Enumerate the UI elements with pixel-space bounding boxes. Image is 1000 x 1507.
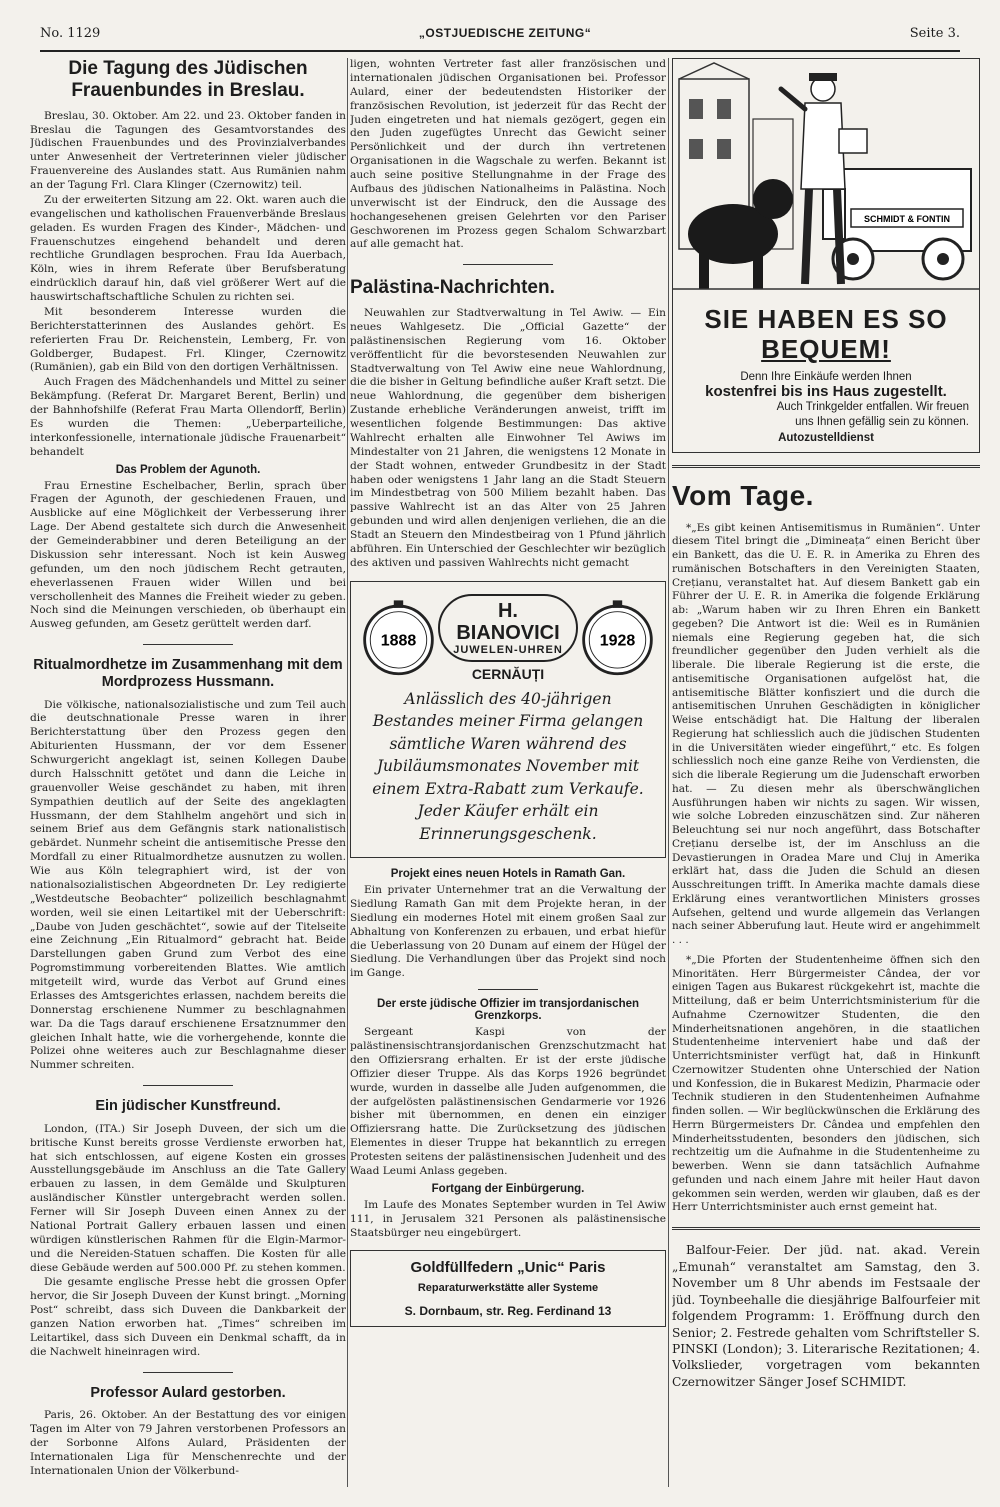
paragraph: *„Die Pforten der Studentenheime öffnen sich den Minoritäten. Herr Bürgermeister Cândea, der vor einigen Tagen aus Bukarest rückgekehrt ist, machte die Mitteilung, daß er beim Unterrichtsministerium für die Aufnahme Czernowitzer Studenten, die den Minderheitsnationen angehören, in die staatlichen Studentenheime interveniert habe und daß der Unterrichtsminister verfügt hat, daß in Hinkunft Czernowitzer Studenten ohne Unterschied der Nation und Konfession, die in Bukarest Medizin, Pharmacie oder Technik studieren in den Studentenheimen Aufnahme finden sollen. — Wir beglückwünschen die Erklärung des Herrn Bürgermeisters Dr. Cândea und empfehlen den Minderheitsstudenten, besonders den jüdischen, sich rechtzeitig um die Aufnahme in die Studentenheime zu bewerben. Wenn sie dann tatsächlich Aufnahme gefunden und nach einem Jahre mit heiler Haut davon gekommen sein werden, werden wir glauben, daß es der Herr Unterrichtsminister auch ernst gemeint hat.: [672, 953, 980, 1214]
ad-header: [359, 594, 657, 682]
paragraph: Frau Ernestine Eschelbacher, Berlin, sprach über Fragen der Agunoth, der geschiedenen Frauen, und Ausblicke auf eine Möglichkeit der Verbesserung ihrer Lage. Der Abend gestaltete sich durch die Anwesenheit der Gemeinderabbiner und deren Beteiligung an der Diskussion sehr interessant. Noch ist kein Ausweg gefunden, um den noch jüdischem Recht getrauten, eheverlassenen Frauen wider Willen und bei verschollenheit des Mannes die Freiheit wieder zu geben. Noch sind die Meinungen verschieden, ob überhaupt ein Ausweg gefunden, am Gesetz gerüttelt werden darf.: [30, 479, 346, 631]
paragraph: Ein privater Unternehmer trat an die Verwaltung der Siedlung Ramath Gan mit dem Projekte heran, in der Siedlung ein modernes Hotel mit einem großen Saal zur Abhaltung von Konferenzen zu erbauen, und erbat hiefür die Ueberlassung von 20 Dunam auf einem der Hügel der Siedlung. Die Verhandlungen über das Projekt sind noch im Gange.: [350, 884, 666, 980]
article-aulard: [30, 1385, 346, 1479]
brand-subtitle: JUWELEN-UHREN: [453, 643, 563, 656]
article-vom-tage: [672, 480, 980, 1216]
section-rule: [478, 989, 538, 990]
brand-city: CERNĂUȚI: [471, 665, 545, 682]
masthead: [40, 22, 960, 52]
column-2: [350, 58, 666, 1495]
delivery-illustration: [673, 59, 979, 299]
paragraph: Paris, 26. Oktober. An der Bestattung des vor einigen Tagen im Alter von 79 Jahren verstorbenen Professors an der Sorbonne Alfons Aulard, Präsidenten der Internationalen Liga für Menschenrechte und der Internationalen Union der Völkerbund-: [30, 1409, 346, 1477]
article-title: Die Tagung des Jüdischen Frauenbundes in Breslau.: [68, 58, 308, 101]
section-rule: [143, 644, 233, 645]
ad-subtitle: Reparaturwerkstätte aller Systeme: [417, 1282, 599, 1295]
pocket-watch-icon: [578, 596, 657, 680]
article-title: Ein jüdischer Kunstfreund.: [95, 1098, 281, 1115]
pocket-watch-icon: [359, 596, 438, 680]
ad-line: Auch Trinkgelder entfallen. Wir freuen uns Ihnen gefällig sein zu können.: [776, 400, 969, 428]
paragraph: Die gesamte englische Presse hebt die grossen Opfer hervor, die Sir Joseph Duveen der Kunst bringt. „Morning Post“ schreibt, dass sich Duveen die Dankbarkeit der ganzen Nation erworben hat. „Times“ schreiben im Leitartikel, dass sich Duveen ein Denkmal schafft, da in die Nachwelt hineinragen wird.: [30, 1276, 346, 1358]
ad-line: kostenfrei bis ins Haus zugestellt.: [705, 382, 947, 400]
paragraph: Im Laufe des Monates September wurden in Tel Awiw 111, in Jerusalem 321 Personen als palästinensische Staatsbürger neu eingebürgert.: [350, 1198, 666, 1239]
section-title: Vom Tage.: [672, 479, 814, 511]
article-title: Ritualmordhetze im Zusammenhang mit dem Mordprozess Hussmann.: [33, 657, 343, 690]
paragraph: Mit besonderem Interesse wurden die Berichterstatterinnen des Auslandes gehört. Es referierten Frau Dr. Reichenstein, Lemberg, Fr. von Goldberger, Budapest. Frl. Klinger, Czernowitz (Rumänien), gab ein Bild von den dortigen Verhältnissen.: [30, 305, 346, 374]
brand-name: H. BIANOVICI JUWELEN-UHREN: [438, 594, 578, 662]
ad-brand: [438, 594, 578, 682]
van-sign: SCHMIDT & FONTIN: [864, 214, 950, 224]
ad-title: Goldfüllfedern „Unic“ Paris: [410, 1259, 606, 1277]
ad-text: Anlässlich des 40-jährigen Bestandes meiner Firma gelangen sämtliche Waren während des Jubiläumsmonates November mit einem Extra-Rabatt zum Verkaufe. Jeder Käufer erhält ein Erinnerungsgeschenk.: [372, 689, 644, 843]
column-1: [30, 58, 346, 1495]
ad-address: S. Dornbaum, str. Reg. Ferdinand 13: [404, 1304, 612, 1319]
ad-line: Denn Ihre Einkäufe werden Ihnen: [740, 370, 912, 383]
article-palaestina: [350, 277, 666, 570]
column-3: [672, 58, 980, 1495]
paragraph: *„Es gibt keinen Antisemitismus in Rumänien“. Unter diesem Titel bringt die „Dimineața“ einen Bericht über ein Bankett, das die U. E. R. in Amerika zu Ehren des rumänischen Botschafters in den Vereinigten Staaten, Crețianu, veranstaltet hat. Auf diesem Bankett gab ein Führer der U. E. R. in Amerika die folgende Erklärung ab: „Warum haben wir zu Ihren Ehren ein Bankett gegeben? Die Antwort ist die: Weil es in Rumänien niemals eine Regierung gegeben hat, die sich freundlicher gegenüber den Juden verhielt als die liberale. Die liberale Regierung ist die erste, die antisemitische Organisationen aufgelöst hat, die antisemitische Blätter konfisziert und die durch die antisemitischen Unruhen Geschädigten in königlicher Weise entschädigt hat. Die Haltung der liberalen Regierung hat schliesslich auch die jüdischen Studenten in die Universitäten wieder eingeführt,“ etc. Es folgen schliesslich noch eine ganze Reihe von Verdiensten, die sich die liberale Regierung um die Judenschaft erworben hat. — Zu diesen mehr als überschwänglichen Ausführungen haben wir nichts zu sagen. Wir wissen, wie solche Lobreden einzuschätzen sind. Zur näheren Beleuchtung sei nur noch angeführt, dass Botschafter Crețianu derselbe ist, der im Anschluss an die Devastierungen in Oradea Mare und Cluj in Amerika erklärt hat, dass die Juden die Schuld an diesen Ausschreitungen trifft. In Amerika machte damals diese Erklärung eines verantwortlichen Ministers grosses Aufsehen, geltend und wurde allgemein das Verlangen nach seiner Abberufung laut. Heute wird er angehimmelt . . .: [672, 521, 980, 947]
section-rule: [143, 1372, 233, 1373]
paragraph: Zu der erweiterten Sitzung am 22. Okt. waren auch die evangelischen und katholischen Frauenverbände Breslaus geladen. Es wurden Fragen des Kinder-, Mädchen- und Frauenschutzes eingehend behandelt und deren rechtliche Grundlagen besprochen. Frau Ida Auerbach, Köln, wies in ihrem Referate über Berufsberatung eindrücklich darauf hin, daß viel größerer Wert auf die hauswirtschaftschaftliche Schulen zu richten sei.: [30, 193, 346, 304]
paper-name: „OSTJUEDISCHE ZEITUNG“: [418, 26, 592, 40]
column-divider: [347, 58, 348, 1487]
article-balfour: [672, 1242, 980, 1390]
paragraph: Auch Fragen des Mädchenhandels und Mittel zu seiner Bekämpfung. (Referat Dr. Margaret Berent, Berlin) und der Bahnhofshilfe (Referat Frau Marta Ollendorff, Berlin) Es wurden die Themen: „Ueberparteiliche, interkonfessionelle, internationale jüdische Frauenarbeit“ behandelt: [30, 376, 346, 458]
advertisement-autozustelldienst: [672, 58, 980, 453]
paragraph: Die völkische, nationalsozialistische und zum Teil auch die deutschnationale Presse waren in ihrer Berichterstattung über den Prozess gegen den Abiturienten Hussmann, der vor dem Essener Schwurgericht angeklagt ist, seinen Kollegen Daube durch Halsschnitt getötet und dann die Leiche in grauenvoller Weise geschändet zu haben, mit ihren Sympathien deutlich auf der Seite des angeklagten Hussmann, der dem Stahlhelm angehört und sich in seinem Brief aus dem Gefängnis stark nationalistisch gebärdet. Nunmehr scheint die antisemitische Presse den Mordfall zu einer Ritualmordhetze ausnutzen zu wollen. Wie aus Köln telegraphiert wird, ist der von nationalsozialistischen Abgeordneten Dr. Ley redigierte „Westdeutsche Beobachter“ polizeilich beschlagnahmt worden, weil sie einen Leitartikel mit der Ueberschrift: „Daube von Juden geschächtet“, sowie auf der Titelseite eine Zeichnung „Ein Ritualmord“ gebracht hat. Beide Darstellungen gaben Grund zum Verbot des eine Pogromstimmung vorbereitenden Blattes. Wie amtlich mitgeteilt wird, wurde das Verbot auf Grund eines Erlasses des Amtsgerichtes erlassen, nachdem bereits die Donnerstag erschienene Nummer zu beschlagnahmen war. Da die Tags darauf erschienene Ersatznummer den gleichen Inhalt hatte, wie die vorhergehende, konnte die Polizei ohne weiteres auch zur Beschlagnahme dieser Nummer schreiten.: [30, 698, 346, 1072]
paragraph: Breslau, 30. Oktober. Am 22. und 23. Oktober fanden in Breslau die Tagungen des Gesamtvorstandes des Jüdischen Frauenbundes und des Provinzialverbandes unter Anwesenheit der Vertreterinnen vieler jüdischer Frauenvereine des Auslandes statt. Aus Rumänien nahm an der Tagung Frl. Clara Klinger (Czernowitz) teil.: [30, 109, 346, 192]
section-rule: [463, 264, 553, 265]
ad-service: Autozustelldienst: [778, 431, 874, 444]
subheading: Das Problem der Agunoth.: [115, 463, 261, 476]
paragraph: Sergeant Kaspi von der palästinensischtransjordanischen Grenzschutzmacht hat den Offiziersrang erhalten. Er ist der erste jüdische Offizier dieser Truppe. Als das Korps 1926 begründet wurde, wurden in dasselbe alle Juden aufgenommen, die der aufgelösten palästinensischen Gendarmerie vor 1926 bisher mit übernommen, en denen ein einziger Offiziersrang hatte. Die Zurücksetzung des jüdischen Elementes in dieser Truppe hat bekanntlich zu erregen Protesten seitens der palästinensischen Judenheit und des Waad Leumi Anlass gegeben.: [350, 1026, 666, 1177]
advertisement-bianovici: [350, 581, 666, 858]
article-title: Palästina-Nachrichten.: [350, 277, 555, 299]
ad-headline: SIE HABEN ES SO BEQUEM!: [704, 304, 948, 364]
section-rule: [672, 1227, 980, 1230]
advertisement-goldfuellfedern: [350, 1250, 666, 1327]
paragraph: Balfour-Feier. Der jüd. nat. akad. Verein „Emunah“ veranstaltet am Samstag, den 3. November um 8 Uhr abends im Festsaale der jüd. Toynbeehalle die diesjährige Balfourfeier mit folgendem Programm: 1. Eröffnung durch den Senior; 2. Festrede gehalten vom Schriftsteller S. PINSKI (London); 3. Literarische Rezitationen; 4. Volkslieder, vorgetragen vom bekannten Czernowitzer Sänger Josef SCHMIDT.: [672, 1243, 980, 1389]
section-rule: [672, 465, 980, 468]
paragraph: Neuwahlen zur Stadtverwaltung in Tel Awiw. — Ein neues Wahlgesetz. Die „Official Gazette“ der palästinensischen Regierung vom 16. Oktober veröffentlicht für die bevorstesenden Neuwahlen zur Stadtverwaltung von Tel Awiw eine neue Wahlordnung, die die bisher in Geltung befindliche außer Kraft setzt. Die neue Wahlordnung, die gegenüber dem bisherigen Zustande erhebliche Veränderungen anweist, trifft im wesentlichen folgende Bestimmungen: Das aktive Wahlrecht erhalten alle Einwohner Tel Awiws im Mindestalter von 21 Jahren, die wenigstens 12 Monate in der Stadt wohnen, entweder Grundbesitz in der Stadt haben oder wenigstens 1 Jahr lang an die Stadt Steuern im Mindestbetrag von 500 Miliem bezahlt haben. Das passive Wahlrecht ist an das Alter von 25 Jahren gebunden und wird allen denjenigen verliehen, die an die Stadt an Steuern den Mindestbeirag von 1 Pfund jährlich abführen. Ein Unterschied der Geschlechter wir bezüglich des aktiven und passiven Wahlrechts nicht gemacht: [350, 307, 666, 569]
article-kunstfreund: [30, 1098, 346, 1360]
subheading: Fortgang der Einbürgerung.: [431, 1182, 585, 1195]
year-left: 1888: [380, 632, 417, 650]
article-title: Der erste jüdische Offizier im transjordanischen Grenzkorps.: [376, 998, 640, 1023]
column-divider: [668, 58, 669, 1487]
paragraph-continued: ligen, wohnten Vertreter fast aller französischen und internationalen jüdischen Organisationen bei. Professor Aulard, einer der bedeutendsten Historiker der französischen Revolution, ist jederzeit für das Recht der Juden eingetreten und hat niemals gezögert, gegen ein den Juden zugefügtes Unrecht das Gewicht seiner Persönlichkeit und der durch ihn vertretenen Organisationen in die Wagschale zu werfen. Bekannt ist auch seine positive Stellungnahme in der Frage des Aufbaus des jüdischen Nationalheims in Palästina. Noch unverwischt ist der Eindruck, den die Aussage des hochangesehenen greisen Gelehrten vor den Pariser Geschworenen im Prozess gegen Schalom Schwarzbart auf alle gemacht hat.: [350, 58, 666, 251]
section-rule: [143, 1085, 233, 1086]
paragraph: London, (ITA.) Sir Joseph Duveen, der sich um die britische Kunst bereits grosse Verdienste erworben hat, hat sich entschlossen, auf eigene Kosten ein grosses Ausstellungsgebäude im Anschluss an die Tate Gallery erbauen zu lassen, in dem Gemälde und Skulpturen ausländischer Künstler untergebracht werden sollen. Ferner will Sir Joseph Duveen einen Annex zu der National Portrait Gallery erbauen lassen und einen würdigen künstlerischen Rahmen für die Elgin-Marmor- und die Nereiden-Statuen schaffen. Die Kosten für alle diese Gebäude werden auf 500.000 Pf. zu stehen kommen.: [30, 1122, 346, 1274]
article-title: Projekt eines neuen Hotels in Ramath Gan.: [390, 868, 626, 881]
article-frauenbund: [30, 58, 346, 632]
issue-number: No. 1129: [40, 25, 101, 41]
article-hotel: [350, 868, 666, 981]
year-right: 1928: [599, 632, 636, 650]
article-title: Professor Aulard gestorben.: [90, 1384, 286, 1401]
article-offizier: [350, 998, 666, 1240]
page-number: Seite 3.: [909, 25, 960, 41]
article-ritualmord: [30, 657, 346, 1073]
